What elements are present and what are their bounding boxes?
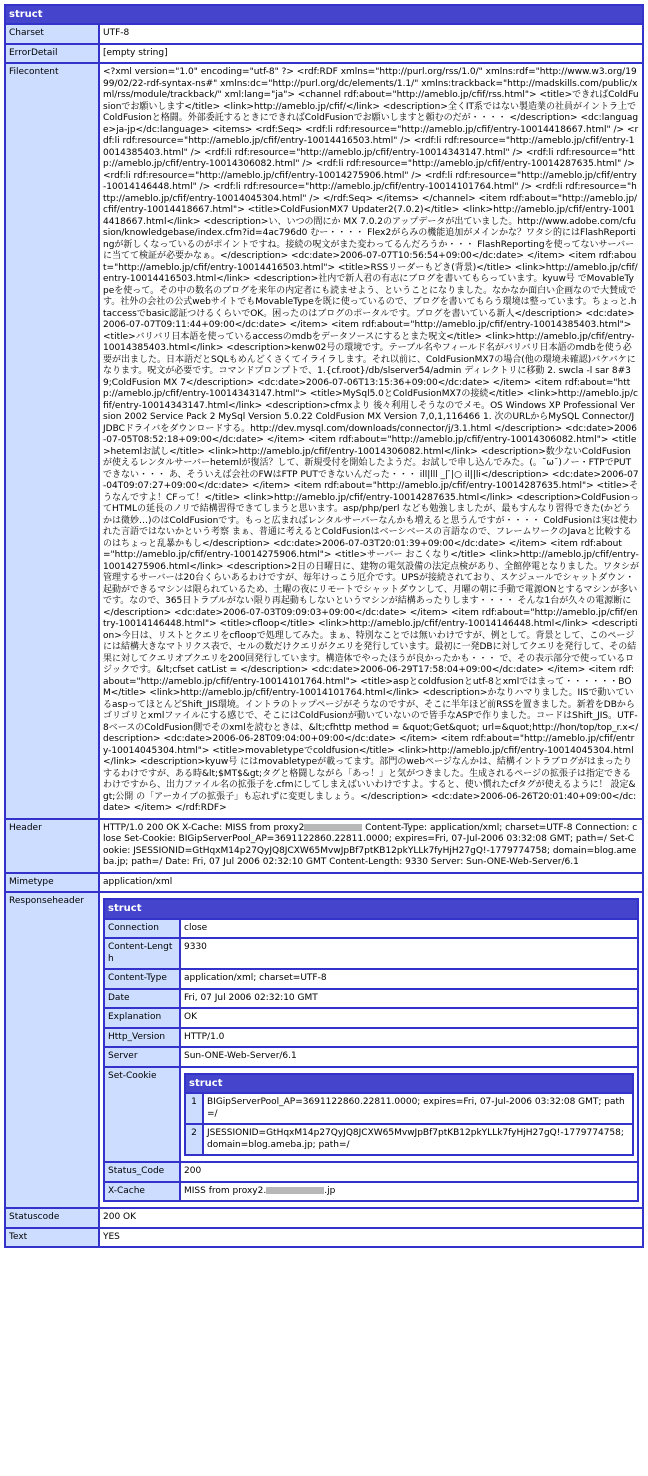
responseheader-value bbox=[100, 893, 642, 1207]
row-key: Charset bbox=[6, 25, 98, 43]
row-header bbox=[6, 820, 642, 872]
filecontent-value: <?xml version="1.0" encoding="utf-8" ?> <rdf:RDF xmlns="http://purl.org/rss/1.0/" xmlns:rdf="http://www.w3.org/1999/02/22-rdf-syntax-ns#" xmlns:dc="http://purl.org/dc/elements/1.1/" xmlns:trackback="http://madskills.com/public/xml/rss/module/trackback/" xml:lang="ja"> <channel rdf:about="http://ameblo.jp/cfif/rss.html"> <title>できればColdFusionでお願いします</title> <link>http://ameblo.jp/cfif/</link> <description>全くIT系ではない製造業の社員がイントラ上でColdFusionと格闘。外部委託するときにできればColdFusionでお願いしますと頼むのだが・・・・ </description> <dc:language>ja-jp</dc:language> <items> <rdf:Seq> <rdf:li rdf:resource="http://ameblo.jp/cfif/entry-10014418667.html" /> <rdf:li rdf:resource="http://ameblo.jp/cfif/entry-10014416503.html" /> <rdf:li rdf:resource="http://ameblo.jp/cfif/entry-10014385403.html" /> <rdf:li rdf:resource="http://ameblo.jp/cfif/entry-10014343147.html" /> <rdf:li rdf:resource="http://ameblo.jp/cfif/entry-10014306082.html" /> <rdf:li rdf:resource="http://ameblo.jp/cfif/entry-10014287635.html" /> <rdf:li rdf:resource="http://ameblo.jp/cfif/entry-10014275906.html" /> <rdf:li rdf:resource="http://ameblo.jp/cfif/entry-10014146448.html" /> <rdf:li rdf:resource="http://ameblo.jp/cfif/entry-10014101764.html" /> <rdf:li rdf:resource="http://ameblo.jp/cfif/entry-10014045304.html" /> </rdf:Seq> </items> </channel> <item rdf:about="http://ameblo.jp/cfif/entry-10014418667.html"> <title>ColdFusionMX7 Updater2(7.0.2)</title> <link>http://ameblo.jp/cfif/entry-10014418667.html</link> <description>い、いつの間にか MX 7.0.2のアップデータが出ていました。http://www.adobe.com/cfusion/knowledgebase/index.cfm?id=4ac796d0 むー・・・・ Flex2がらみの機能追加がメインかな？ワタシ的にはFlashReportingが新しくなっているのがポイントですね。接続の呪文がまた変わってるんだろうか・・・ FlashReportingを使ってないサーバーに当てて検証が必要かなぁ。</description> <dc:date>2006-07-07T10:56:54+09:00</dc:date> </item> <item rdf:about="http://ameblo.jp/cfif/entry-10014416503.html"> <title>RSSリーダーもどき(背景)</title> <link>http://ameblo.jp/cfif/entry-10014416503.html</link> <description>社内で新人君の有志にブログを書いてもらっています。kyuw号 でMovableTypeを使って。その中の数名のブログを来年の内定者にも読ませよう、ということになりました。なかなか面白い企画なので大賛成です。社外の会社の公式webサイトでもMovableTypeを既に使っているので、ブログを書いてもらう環境は整っています。ちょっと.htaccessでbasic認証つけるくらいでOK。困ったのはブログのポータルです。ブログを書いている新人</description> <dc:date>2006-07-07T09:11:44+09:00</dc:date> </item> <item rdf:about="http://ameblo.jp/cfif/entry-10014385403.html"> <title>バリバリ日本語を使っているaccessのmdbをデータソースにするとまた呪文</title> <link>http://ameblo.jp/cfif/entry-10014385403.html</link> <description>kenw02号の環境です。テーブル名やフィールド名がバリバリ日本語のmdbを使う必要が出ました。日本語だとSQLもめんどくさくてイライラします。それ以前に、ColdFusionMX7の場合(他の環境未確認)バケバケになります。呪文が必要です。コマンドプロンプトで、1.{cf.root}/db/slserver54/admin ディレクトリに移動 2. swcla -l sar 8#39;ColdFusion MX 7</description> <dc:date>2006-07-06T13:15:36+09:00</dc:date> </item> <item rdf:about="http://ameblo.jp/cfif/entry-10014343147.html"> <title>MySql5.0とColdFusionMX7の接続</title> <link>http://ameblo.jp/cfif/entry-10014343147.html</link> <description>cfmxより 後々利用しそうなのでメモ。OS Windows XP Professional Version 2002 Service Pack 2 MySql Version 5.0.22 ColdFusion MX Version 7,0,1,116466 1. 次のURLからMySQL Connector/J JDBCドライバをダウンロードする。http://dev.mysql.com/downloads/connector/j/3.1.html </description> <dc:date>2006-07-05T08:52:18+09:00</dc:date> </item> <item rdf:about="http://ameblo.jp/cfif/entry-10014306082.html"> <title>hetemlお試し</title> <link>http://ameblo.jp/cfif/entry-10014306082.html</link> <description>数少ないColdFusionが使えるレンタルサーバーhetemlが復活？して、新規受付を開始したようだ。お試しで申し込んでみた。(。˘ω˘)ノー・FTPでPUTできない・・・ あ、そういえば会社のFWはFTP PUTできないんだった・・・ ill|lll _| ̄|○ il||li</description> <dc:date>2006-07-04T09:07:27+09:00</dc:date> </item> <item rdf:about="http://ameblo.jp/cfif/entry-10014287635.html"> <title>そうなんですよ！CFって！</title> <link>http://ameblo.jp/cfif/entry-10014287635.html</link> <description>ColdFusionってHTMLの延長のノリで結構習得できてしまうと思います。asp/php/perl なども勉強しましたが、最もすんなり習得できた(かどうかは微妙…)のはColdFusionです。もっと広まればレンタルサーバーなんかも増えると思うんですが・・・・ ColdFusionは実は使われた言語ではないかという考察 まぁ、普通に考えるとColdFusionはベーシベースの言語なので、フレームワークのJavaと比較するのはちょっと乱暴かもし</description> <dc:date>2006-07-03T20:01:39+09:00</dc:date> </item> <item rdf:about="http://ameblo.jp/cfif/entry-10014275906.html"> <title>サーバー おこくなり</title> <link>http://ameblo.jp/cfif/entry-10014275906.html</link> <description>2日の日曜日に、建物の電気設備の法定点検があり、全館停電となりました。ワタシが管理するサーバーは20台くらいあるわけですが、毎年けっこう厄介です。UPSが接続されており、スケジュールでシャットダウン・起動ができるマシンは限られているため、土曜の夜にリモートでシャットダウンして、月曜の朝に手動で電源ONとするマシンが多いです。なので、365日トラブルがない限り再起動もしないというマシンが結構あったりします・・・・ そんな1台が久々の電源断に</description> <dc:date>2006-07-03T09:09:03+09:00</dc:date> </item> <item rdf:about="http://ameblo.jp/cfif/entry-10014146448.html"> <title>cfloop</title> <link>http://ameblo.jp/cfif/entry-10014146448.html</link> <description>今日は、リストとクエリをcfloopで処理してみた。まぁ、特別なことでは無いわけですが、例として。背景として、このページには結構大きなマトリクス表で、セルの数だけクエリがクエリを発行しています。最初に一発DBに対してクエリを発行して、その結果に対してクエリオブクエリを200回発行しています。構造体でやったほうが良かったかも・・・ で、その表示部分で使っているロジックです。&lt;cfset catList = </description> <dc:date>2006-06-29T17:58:04+09:00</dc:date> </item> <item rdf:about="http://ameblo.jp/cfif/entry-10014101764.html"> <title>aspとcoldfusionとutf-8とxmlではまって・・・・・・BOM</title> <link>http://ameblo.jp/cfif/entry-10014101764.html</link> <description>かなりハマりました。IISで動いているaspってほとんどShift_JIS環境。イントラのトップページがそうなのですが、そこに半年ほど前RSSを置きました。新着をDBからゴリゴリとxmlファイルにする感じで、そこにはColdFusionが動いていないので皆手なASPで作りました。コードはShift_JIS。UTF-8ベースのColdFusion側でそのxmlを読むときは、&lt;cfhttp method = &quot;Get&quot; url=&quot;http://hon/top/top_r.x</description> <dc:date>2006-06-28T09:04:00+09:00</dc:date> </item> <item rdf:about="http://ameblo.jp/cfif/entry-10014045304.html"> <title>movabletypeでcoldfusion</title> <link>http://ameblo.jp/cfif/entry-10014045304.html</link> <description>kyuw号 にはmovabletypeが載ってます。部門のwebページなんかは、結構イントラブログがはまったりするわけですが、ある時&lt;$MT$&gt;タグと格闘しながら「あっ！」と気がつきました。生成されるページの拡張子は指定できるわけですから、出力ファイル名の拡張子を.cfmにしてしまえばいいわけですよ。すると、使い慣れたcfタグが使えるように！ 設定&gt;公開 の「アーカイブの拡張子」も忘れずに変更しましょう。</description> <dc:date>2006-06-26T20:01:40+09:00</dc:date> </item> </rdf:RDF> bbox=[100, 64, 642, 818]
setcookie-array bbox=[184, 1073, 634, 1157]
struct-title: struct bbox=[186, 1075, 632, 1093]
struct-dump bbox=[4, 4, 644, 1248]
redaction-bar bbox=[304, 824, 362, 831]
row-errordetail bbox=[6, 45, 642, 63]
rh-row: Content-Type application/xml; charset=UTF-8 bbox=[105, 970, 637, 988]
header-value: HTTP/1.0 200 OK X-Cache: MISS from proxy2 Content-Type: application/xml; charset=UTF-8 Connection: close Set-Cookie: BIGipServerPool_AP=3691122860.22811.0000; expires=Fri, 07-Jul-2006 03:32:08 GMT; path=/ Set-Cookie: JSESSIONID=GtHqxM14p27QyJQ8JCXW65MvwJpBf7ptKB12pkYLLk7fyHjH27gQ!-1779774758; domain=blog.ameba.jp; path=/ Date: Fri, 07 Jul 2006 02:32:10 GMT Content-Length: 9330 Server: Sun-ONE-Web-Server/6.1 bbox=[100, 820, 642, 872]
redaction-bar bbox=[266, 1187, 324, 1194]
row-value: UTF-8 bbox=[100, 25, 642, 43]
responseheader-struct bbox=[103, 898, 639, 1202]
row-value: [empty string] bbox=[100, 45, 642, 63]
row-key: Header bbox=[6, 820, 98, 872]
row-key: ErrorDetail bbox=[6, 45, 98, 63]
row-key: Filecontent bbox=[6, 64, 98, 818]
row-filecontent bbox=[6, 64, 642, 818]
rh-row-setcookie: Set-Cookie struct 1 BIGipServerPool_AP=3691122860.22811.0000; expires=Fri, 07-Jul-2006 03:32:08 GMT; path=/ 2 JSESSIONID=GtHqxM14p27QyJQ8JCXW65MvwJpBf7ptKB12pkYLLk7fyHjH27gQ!-1779774758; domain=blog.ameba.jp; path=/ bbox=[105, 1068, 637, 1162]
rh-row: X-Cache MISS from proxy2. .jp bbox=[105, 1183, 637, 1201]
row-statuscode: Statuscode 200 OK bbox=[6, 1209, 642, 1227]
rh-row: Http_Version HTTP/1.0 bbox=[105, 1029, 637, 1047]
struct-title: struct bbox=[6, 6, 642, 23]
struct-title: struct bbox=[105, 900, 637, 918]
rh-row: Connection close bbox=[105, 920, 637, 938]
setcookie-item: 2 JSESSIONID=GtHqxM14p27QyJQ8JCXW65MvwJpBf7ptKB12pkYLLk7fyHjH27gQ!-1779774758; domain=blog.ameba.jp; path=/ bbox=[186, 1125, 632, 1154]
row-charset bbox=[6, 25, 642, 43]
rh-row: Server Sun-ONE-Web-Server/6.1 bbox=[105, 1048, 637, 1066]
rh-row: Status_Code 200 bbox=[105, 1163, 637, 1181]
row-value: application/xml bbox=[100, 874, 642, 892]
row-mimetype bbox=[6, 874, 642, 892]
row-key: Mimetype bbox=[6, 874, 98, 892]
row-text: Text YES bbox=[6, 1229, 642, 1247]
rh-row: Explanation OK bbox=[105, 1009, 637, 1027]
setcookie-item: 1 BIGipServerPool_AP=3691122860.22811.0000; expires=Fri, 07-Jul-2006 03:32:08 GMT; path=/ bbox=[186, 1094, 632, 1123]
rh-row: Date Fri, 07 Jul 2006 02:32:10 GMT bbox=[105, 990, 637, 1008]
row-key: Responseheader bbox=[6, 893, 98, 1207]
row-responseheader bbox=[6, 893, 642, 1207]
rh-row: Content-Length 9330 bbox=[105, 939, 637, 968]
